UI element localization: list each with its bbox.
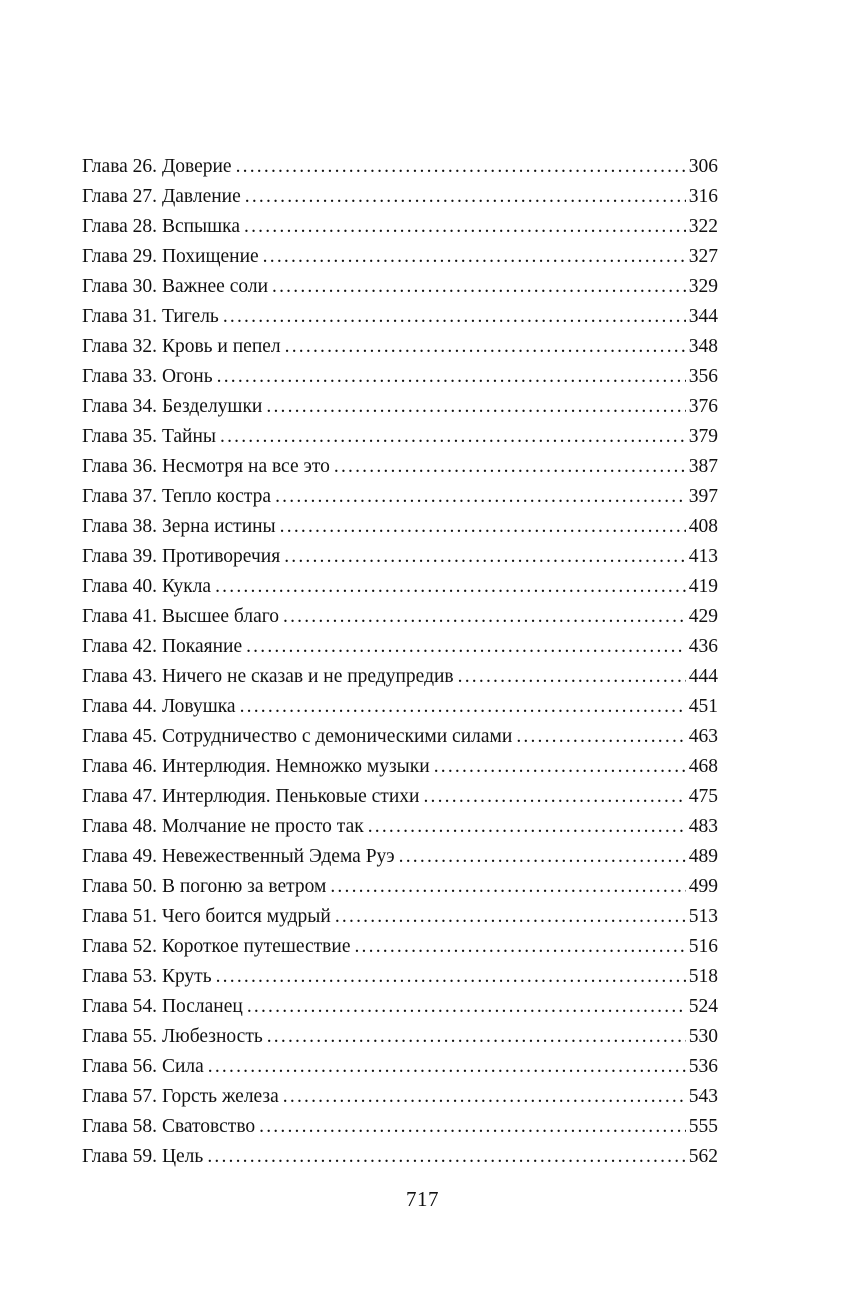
toc-entry-title [82, 542, 280, 572]
toc-entry-58 [82, 1112, 718, 1142]
toc-entry-title [82, 242, 259, 272]
toc-entry-page: 562 [688, 1146, 718, 1167]
toc-entry-title [82, 1082, 279, 1112]
dot-leader [280, 512, 686, 542]
toc-entry-40 [82, 572, 718, 602]
chapter-label: Глава 50. [82, 876, 158, 897]
toc-entry-title [82, 992, 243, 1022]
toc-entry-title [82, 1112, 255, 1142]
chapter-label: Глава 54. [82, 996, 158, 1017]
toc-entry-title [82, 692, 236, 722]
toc-entry-title [82, 782, 419, 812]
toc-entry-37 [82, 482, 718, 512]
toc-entry-title [82, 392, 262, 422]
toc-entry-page: 543 [688, 1086, 718, 1107]
chapter-title: Зерна истины [161, 516, 276, 537]
dot-leader [275, 482, 686, 512]
dot-leader [516, 722, 685, 752]
toc-entry-42 [82, 632, 718, 662]
toc-entry-title [82, 362, 213, 392]
toc-entry-page: 536 [688, 1056, 718, 1077]
toc-entry-51 [82, 902, 718, 932]
chapter-label: Глава 47. [82, 786, 158, 807]
toc-entry-title [82, 512, 276, 542]
toc-entry-38 [82, 512, 718, 542]
toc-entry-page: 316 [688, 186, 718, 207]
chapter-label: Глава 39. [82, 546, 158, 567]
toc-entry-59 [82, 1142, 718, 1172]
toc-entry-53 [82, 962, 718, 992]
chapter-label: Глава 35. [82, 426, 158, 447]
toc-entry-page: 499 [688, 876, 718, 897]
toc-entry-page: 348 [688, 336, 718, 357]
chapter-title: Молчание не просто так [161, 816, 364, 837]
toc-entry-page: 489 [688, 846, 718, 867]
chapter-label: Глава 40. [82, 576, 158, 597]
chapter-title: Круть [161, 966, 212, 987]
chapter-label: Глава 48. [82, 816, 158, 837]
dot-leader [240, 692, 686, 722]
toc-entry-page: 322 [688, 216, 718, 237]
chapter-label: Глава 59. [82, 1146, 158, 1167]
toc-entry-page: 518 [688, 966, 718, 987]
toc-entry-page: 397 [688, 486, 718, 507]
toc-entry-title [82, 962, 212, 992]
chapter-label: Глава 57. [82, 1086, 158, 1107]
dot-leader [266, 392, 685, 422]
toc-entry-49 [82, 842, 718, 872]
toc-entry-title [82, 572, 211, 602]
dot-leader [283, 1082, 686, 1112]
chapter-label: Глава 27. [82, 186, 158, 207]
chapter-title: Посланец [161, 996, 243, 1017]
toc-entry-title [82, 632, 242, 662]
dot-leader [284, 542, 686, 572]
toc-entry-page: 408 [688, 516, 718, 537]
chapter-label: Глава 58. [82, 1116, 158, 1137]
chapter-title: Похищение [161, 246, 259, 267]
chapter-label: Глава 41. [82, 606, 158, 627]
chapter-label: Глава 37. [82, 486, 158, 507]
chapter-title: Вспышка [161, 216, 240, 237]
dot-leader [220, 422, 686, 452]
toc-entry-28 [82, 212, 718, 242]
chapter-title: Сотрудничество с демоническими силами [161, 726, 513, 747]
toc-entry-page: 463 [688, 726, 718, 747]
dot-leader [368, 812, 686, 842]
dot-leader [267, 1022, 686, 1052]
dot-leader [247, 992, 686, 1022]
chapter-label: Глава 29. [82, 246, 158, 267]
chapter-label: Глава 56. [82, 1056, 158, 1077]
chapter-label: Глава 45. [82, 726, 158, 747]
dot-leader [215, 572, 686, 602]
chapter-title: В погоню за ветром [161, 876, 327, 897]
chapter-label: Глава 46. [82, 756, 158, 777]
toc-entry-page: 356 [688, 366, 718, 387]
toc-entry-title [82, 332, 281, 362]
dot-leader [272, 272, 686, 302]
chapter-label: Глава 55. [82, 1026, 158, 1047]
toc-entry-39 [82, 542, 718, 572]
dot-leader [399, 842, 686, 872]
toc-entry-page: 436 [688, 636, 718, 657]
toc-entry-36 [82, 452, 718, 482]
dot-leader [334, 452, 686, 482]
toc-entry-title [82, 1052, 204, 1082]
toc-entry-title [82, 272, 268, 302]
dot-leader [263, 242, 686, 272]
toc-entry-title [82, 872, 326, 902]
chapter-title: Высшее благо [161, 606, 279, 627]
chapter-label: Глава 52. [82, 936, 158, 957]
chapter-title: Тигель [161, 306, 219, 327]
toc-entry-31 [82, 302, 718, 332]
toc-entry-44 [82, 692, 718, 722]
toc-entry-title [82, 812, 364, 842]
toc-entry-title [82, 902, 331, 932]
toc-entry-47 [82, 782, 718, 812]
chapter-title: Кровь и пепел [161, 336, 281, 357]
chapter-title: Доверие [161, 156, 232, 177]
toc-entry-title [82, 452, 330, 482]
chapter-title: Короткое путешествие [161, 936, 351, 957]
chapter-title: Кукла [161, 576, 212, 597]
dot-leader [245, 182, 686, 212]
chapter-title: Важнее соли [161, 276, 269, 297]
toc-entry-57 [82, 1082, 718, 1112]
chapter-label: Глава 42. [82, 636, 158, 657]
toc-entry-page: 344 [688, 306, 718, 327]
chapter-title: Тайны [161, 426, 216, 447]
toc-entry-page: 524 [688, 996, 718, 1017]
toc-entry-54 [82, 992, 718, 1022]
chapter-title: Интерлюдия. Немножко музыки [161, 756, 430, 777]
dot-leader [236, 152, 686, 182]
toc-entry-page: 444 [688, 666, 718, 687]
chapter-label: Глава 31. [82, 306, 158, 327]
toc-entry-46 [82, 752, 718, 782]
chapter-title: Покаяние [161, 636, 243, 657]
toc-entry-page: 387 [688, 456, 718, 477]
dot-leader [208, 1052, 686, 1082]
toc-entry-page: 475 [688, 786, 718, 807]
dot-leader [217, 362, 686, 392]
dot-leader [216, 962, 686, 992]
chapter-title: Любезность [161, 1026, 263, 1047]
toc-entry-43 [82, 662, 718, 692]
dot-leader [246, 632, 686, 662]
toc-entry-page: 483 [688, 816, 718, 837]
chapter-label: Глава 26. [82, 156, 158, 177]
chapter-title: Чего боится мудрый [161, 906, 331, 927]
chapter-title: Ловушка [161, 696, 236, 717]
toc-entry-title [82, 212, 240, 242]
toc-entry-title [82, 752, 430, 782]
dot-leader [458, 662, 686, 692]
chapter-title: Ничего не сказав и не предупредив [161, 666, 454, 687]
toc-entry-page: 516 [688, 936, 718, 957]
toc-entry-page: 306 [688, 156, 718, 177]
toc-entry-33 [82, 362, 718, 392]
chapter-title: Невежественный Эдема Руэ [161, 846, 395, 867]
chapter-label: Глава 38. [82, 516, 158, 537]
chapter-label: Глава 53. [82, 966, 158, 987]
toc-entry-page: 555 [688, 1116, 718, 1137]
toc-entry-page: 329 [688, 276, 718, 297]
chapter-label: Глава 51. [82, 906, 158, 927]
dot-leader [335, 902, 686, 932]
toc-entry-title [82, 662, 454, 692]
chapter-title: Несмотря на все это [161, 456, 330, 477]
chapter-label: Глава 32. [82, 336, 158, 357]
toc-entry-29 [82, 242, 718, 272]
toc-entry-page: 468 [688, 756, 718, 777]
toc-entry-page: 451 [688, 696, 718, 717]
toc-entry-title [82, 722, 512, 752]
dot-leader [283, 602, 686, 632]
toc-entry-page: 376 [688, 396, 718, 417]
toc-entry-title [82, 1022, 263, 1052]
toc-entry-title [82, 602, 279, 632]
dot-leader [244, 212, 686, 242]
toc-entry-35 [82, 422, 718, 452]
chapter-label: Глава 36. [82, 456, 158, 477]
chapter-label: Глава 30. [82, 276, 158, 297]
toc-entry-title [82, 932, 350, 962]
dot-leader [259, 1112, 686, 1142]
chapter-label: Глава 28. [82, 216, 158, 237]
dot-leader [354, 932, 685, 962]
toc-entry-page: 429 [688, 606, 718, 627]
chapter-title: Противоречия [161, 546, 281, 567]
table-of-contents [82, 152, 718, 1172]
dot-leader [423, 782, 685, 812]
toc-entry-27 [82, 182, 718, 212]
toc-entry-title [82, 482, 271, 512]
toc-entry-56 [82, 1052, 718, 1082]
chapter-label: Глава 33. [82, 366, 158, 387]
chapter-label: Глава 49. [82, 846, 158, 867]
chapter-title: Огонь [161, 366, 213, 387]
toc-entry-page: 379 [688, 426, 718, 447]
toc-entry-page: 413 [688, 546, 718, 567]
chapter-title: Интерлюдия. Пеньковые стихи [161, 786, 420, 807]
toc-entry-48 [82, 812, 718, 842]
chapter-title: Тепло костра [161, 486, 272, 507]
toc-entry-title [82, 182, 241, 212]
chapter-label: Глава 44. [82, 696, 158, 717]
toc-entry-52 [82, 932, 718, 962]
page-number: 717 [406, 1187, 439, 1211]
toc-entry-45 [82, 722, 718, 752]
toc-entry-page: 513 [688, 906, 718, 927]
toc-entry-page: 419 [688, 576, 718, 597]
chapter-title: Давление [161, 186, 241, 207]
toc-entry-50 [82, 872, 718, 902]
toc-entry-title [82, 842, 395, 872]
chapter-label: Глава 34. [82, 396, 158, 417]
chapter-title: Цель [161, 1146, 204, 1167]
chapter-title: Сила [161, 1056, 204, 1077]
dot-leader [223, 302, 686, 332]
chapter-label: Глава 43. [82, 666, 158, 687]
dot-leader [434, 752, 686, 782]
toc-entry-title [82, 422, 216, 452]
chapter-title: Безделушки [161, 396, 263, 417]
toc-entry-32 [82, 332, 718, 362]
toc-entry-26 [82, 152, 718, 182]
toc-entry-title [82, 302, 219, 332]
chapter-title: Сватовство [161, 1116, 256, 1137]
toc-entry-page: 530 [688, 1026, 718, 1047]
toc-entry-41 [82, 602, 718, 632]
dot-leader [330, 872, 685, 902]
toc-entry-30 [82, 272, 718, 302]
toc-entry-page: 327 [688, 246, 718, 267]
toc-entry-55 [82, 1022, 718, 1052]
toc-entry-title [82, 1142, 203, 1172]
dot-leader [285, 332, 686, 362]
dot-leader [207, 1142, 685, 1172]
toc-entry-title [82, 152, 232, 182]
chapter-title: Горсть железа [161, 1086, 279, 1107]
toc-entry-34 [82, 392, 718, 422]
